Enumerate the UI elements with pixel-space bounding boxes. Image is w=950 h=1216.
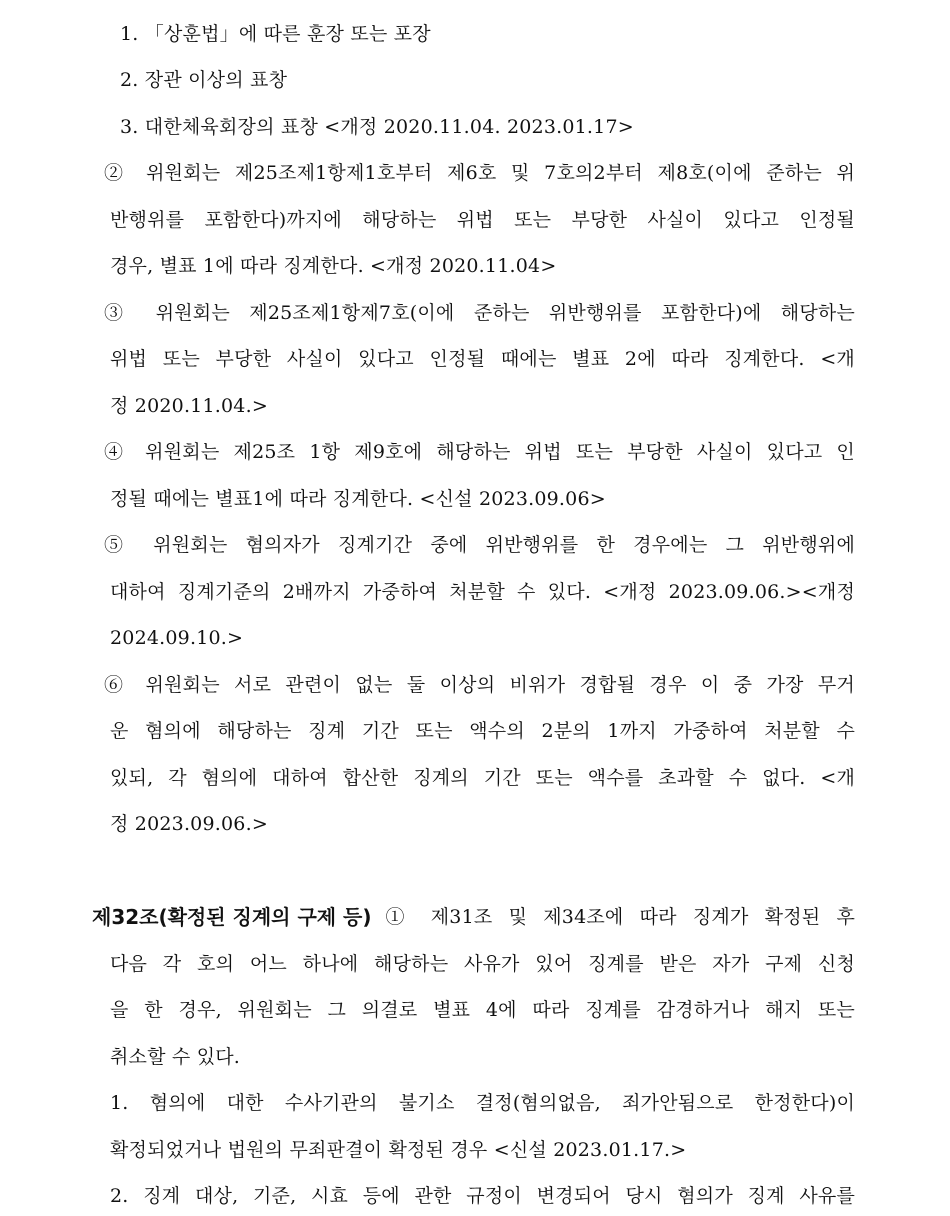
article-32-line-4: 취소할 수 있다. bbox=[110, 1046, 241, 1068]
article-32-line-3: 을 한 경우, 위원회는 그 의결로 별표 4에 따라 징계를 감경하거나 해지 또는 bbox=[110, 999, 855, 1021]
paragraph-4-line-1: ④ 위원회는 제25조 1항 제9호에 해당하는 위법 또는 부당한 사실이 있다고 인 bbox=[104, 441, 855, 463]
article-32-line-1: ① 제31조 및 제34조에 따라 징계가 확정된 후 bbox=[385, 906, 855, 928]
article-32-item-1-line-1: 1. 혐의에 대한 수사기관의 불기소 결정(혐의없음, 죄가안됨으로 한정한다)이 bbox=[110, 1092, 855, 1114]
article-32-line-2: 다음 각 호의 어느 하나에 해당하는 사유가 있어 징계를 받은 자가 구제 신청 bbox=[110, 953, 855, 975]
paragraph-6-line-4: 정 2023.09.06.> bbox=[110, 813, 268, 835]
article-32-item-1-line-2: 확정되었거나 법원의 무죄판결이 확정된 경우 <신설 2023.01.17.> bbox=[110, 1139, 687, 1161]
list-item-3: 3. 대한체육회장의 표창 <개정 2020.11.04. 2023.01.17> bbox=[120, 116, 634, 138]
paragraph-3-line-3: 정 2020.11.04.> bbox=[110, 395, 268, 417]
paragraph-2-line-3: 경우, 별표 1에 따라 징계한다. <개정 2020.11.04> bbox=[110, 255, 557, 277]
paragraph-5-line-2: 대하여 징계기준의 2배까지 가중하여 처분할 수 있다. <개정 2023.09.06.><개정 bbox=[110, 581, 855, 603]
paragraph-2-line-2: 반행위를 포함한다)까지에 해당하는 위법 또는 부당한 사실이 있다고 인정될 bbox=[110, 209, 855, 231]
paragraph-3-line-1: ③ 위원회는 제25조제1항제7호(이에 준하는 위반행위를 포함한다)에 해당하는 bbox=[104, 302, 855, 324]
article-32-title: 제32조(확정된 징계의 구제 등) bbox=[92, 905, 372, 929]
list-item-1: 1. 「상훈법」에 따른 훈장 또는 포장 bbox=[120, 23, 431, 45]
article-32-heading-line bbox=[92, 904, 855, 930]
article-32-item-2-line-1: 2. 징계 대상, 기준, 시효 등에 관한 규정이 변경되어 당시 혐의가 징계 사유를 bbox=[110, 1185, 855, 1207]
paragraph-5-line-1: ⑤ 위원회는 혐의자가 징계기간 중에 위반행위를 한 경우에는 그 위반행위에 bbox=[104, 534, 855, 556]
paragraph-6-line-2: 운 혐의에 해당하는 징계 기간 또는 액수의 2분의 1까지 가중하여 처분할 수 bbox=[110, 720, 855, 742]
paragraph-5-line-3: 2024.09.10.> bbox=[110, 627, 244, 649]
paragraph-6-line-3: 있되, 각 혐의에 대하여 합산한 징계의 기간 또는 액수를 초과할 수 없다. <개 bbox=[110, 767, 855, 789]
paragraph-2-line-1: ② 위원회는 제25조제1항제1호부터 제6호 및 7호의2부터 제8호(이에 준하는 위 bbox=[104, 162, 855, 184]
paragraph-3-line-2: 위법 또는 부당한 사실이 있다고 인정될 때에는 별표 2에 따라 징계한다. <개 bbox=[110, 348, 855, 370]
paragraph-6-line-1: ⑥ 위원회는 서로 관련이 없는 둘 이상의 비위가 경합될 경우 이 중 가장 무거 bbox=[104, 674, 855, 696]
list-item-2: 2. 장관 이상의 표창 bbox=[120, 69, 288, 91]
paragraph-4-line-2: 정될 때에는 별표1에 따라 징계한다. <신설 2023.09.06> bbox=[110, 488, 606, 510]
